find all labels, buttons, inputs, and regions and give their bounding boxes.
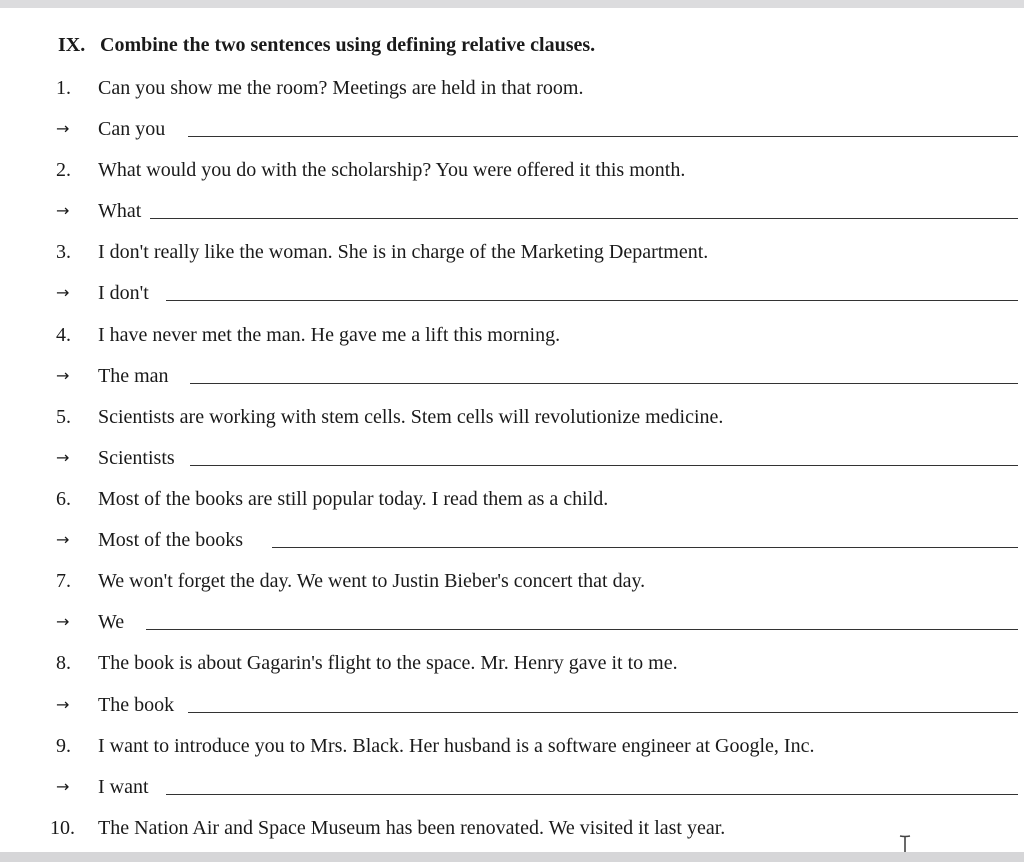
answer-stem: What [98,200,142,222]
question-text: Can you show me the room? Meetings are held in that room. [98,77,584,99]
question-text: I don't really like the woman. She is in charge of the Marketing Department. [98,241,709,263]
arrow-icon: → [56,366,70,385]
answer-stem: The book [98,694,175,716]
answer-blank[interactable] [188,136,1018,137]
question-line [0,73,1024,103]
answer-stem: We [98,611,125,633]
question-line [0,731,1024,761]
answer-stem: Can you [98,118,166,140]
question-line [0,320,1024,350]
question-number: 9. [56,735,71,757]
question-text: I want to introduce you to Mrs. Black. Her husband is a software engineer at Google, Inc. [98,735,815,757]
question-line [0,155,1024,185]
question-text: I have never met the man. He gave me a lift this morning. [98,324,561,346]
answer-line [0,607,1024,637]
answer-line [0,361,1024,391]
question-text: We won't forget the day. We went to Justin Bieber's concert that day. [98,570,646,592]
arrow-icon: → [56,448,70,467]
arrow-icon: → [56,695,70,714]
question-number: 2. [56,159,71,181]
answer-line [0,443,1024,473]
arrow-icon: → [56,612,70,631]
answer-line [0,772,1024,802]
arrow-icon: → [56,119,70,138]
answer-blank[interactable] [166,794,1018,795]
arrow-icon: → [56,283,70,302]
exercise-number: IX. [58,34,86,56]
answer-line [0,525,1024,555]
question-line [0,237,1024,267]
arrow-icon: → [56,530,70,549]
question-text: The book is about Gagarin's flight to the space. Mr. Henry gave it to me. [98,652,678,674]
window-bottom-edge [0,852,1024,862]
question-line [0,566,1024,596]
question-number: 5. [56,406,71,428]
answer-blank[interactable] [190,383,1018,384]
exercise-instruction: Combine the two sentences using defining relative clauses. [100,34,596,56]
question-number: 10. [50,817,75,839]
answer-line [0,196,1024,226]
question-number: 7. [56,570,71,592]
answer-stem: I don't [98,282,149,304]
answer-blank[interactable] [190,465,1018,466]
answer-line [0,278,1024,308]
question-number: 4. [56,324,71,346]
exercise-heading [58,30,595,60]
answer-blank[interactable] [146,629,1018,630]
answer-line [0,114,1024,144]
answer-blank[interactable] [188,712,1018,713]
question-number: 1. [56,77,71,99]
question-line [0,648,1024,678]
question-text: The Nation Air and Space Museum has been renovated. We visited it last year. [98,817,726,839]
question-text: Most of the books are still popular today. I read them as a child. [98,488,609,510]
question-line [0,484,1024,514]
question-line [0,402,1024,432]
answer-line [0,690,1024,720]
answer-blank[interactable] [166,300,1018,301]
answer-blank[interactable] [150,218,1018,219]
question-text: Scientists are working with stem cells. Stem cells will revolutionize medicine. [98,406,724,428]
answer-stem: Most of the books [98,529,243,551]
question-number: 6. [56,488,71,510]
question-number: 8. [56,652,71,674]
answer-stem: I want [98,776,149,798]
answer-stem: The man [98,365,169,387]
question-number: 3. [56,241,71,263]
answer-blank[interactable] [272,547,1018,548]
answer-stem: Scientists [98,447,175,469]
arrow-icon: → [56,777,70,796]
question-line [0,813,1024,843]
arrow-icon: → [56,201,70,220]
question-text: What would you do with the scholarship? You were offered it this month. [98,159,686,181]
